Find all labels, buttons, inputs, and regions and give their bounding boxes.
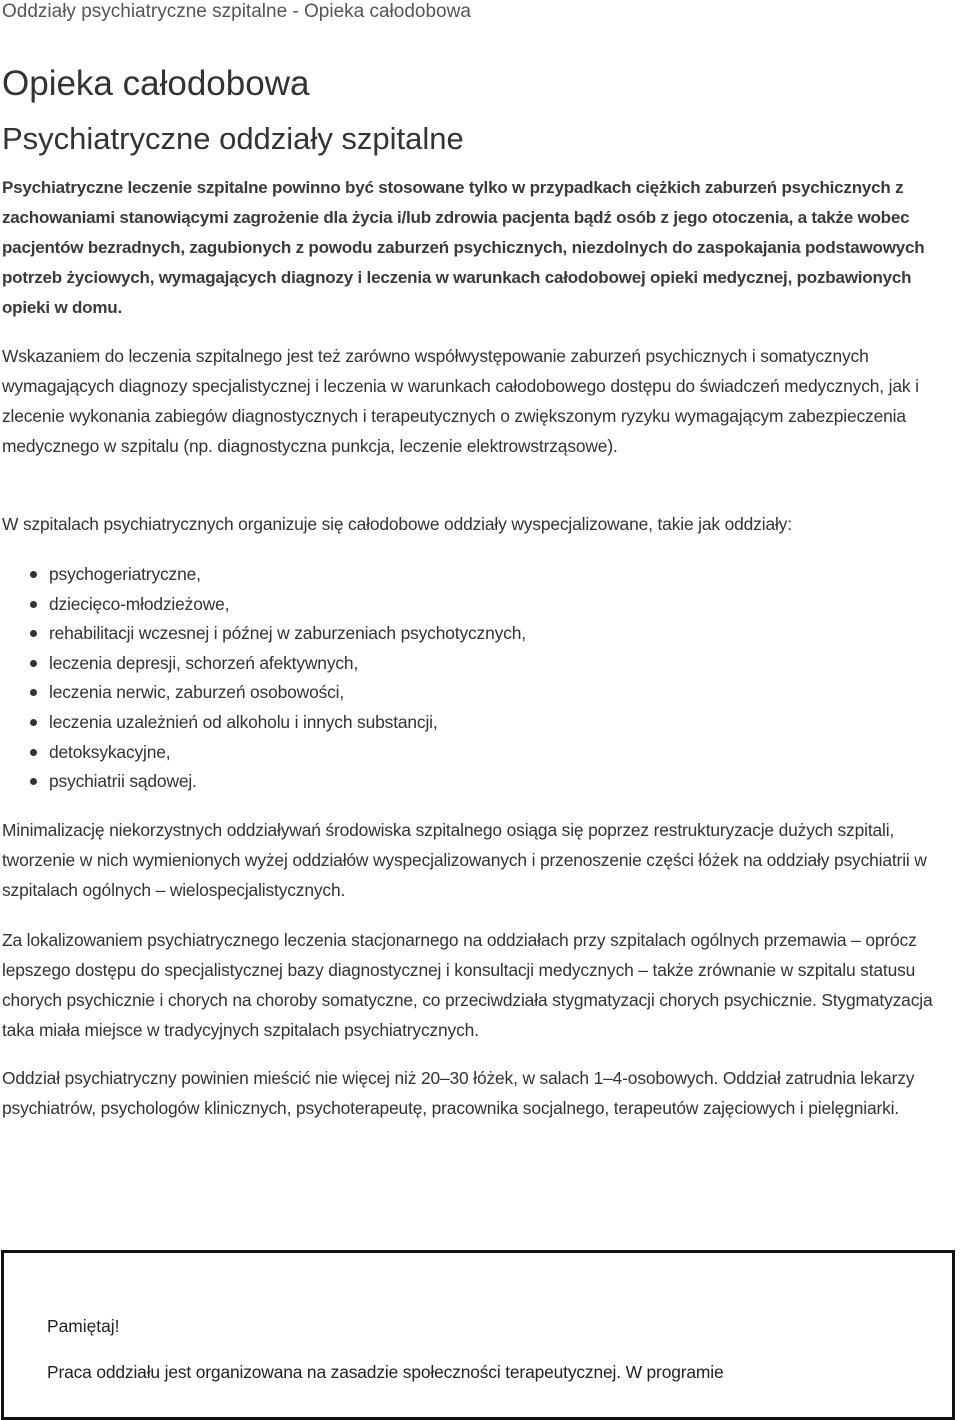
general-hospital-paragraph: Za lokalizowaniem psychiatrycznego leczenia stacjonarnego na oddziałach przy szpitalach ogólnych przemawia – oprócz lepszego dostępu do specjalistycznej bazy diagnostycznej i konsultacji medycznych – także zrównanie w szpitalu statusu chorych psychicznie i chorych na choroby somatyczne, co przeciwdziała stygmatyzacji chorych psychicznie. Stygmatyzacja taka miała miejsce w tradycyjnych szpitalach psychiatrycznych.: [2, 930, 933, 1040]
restructuring-paragraph: Minimalizację niekorzystnych oddziaływań środowiska szpitalnego osiąga się poprzez restrukturyzacje dużych szpitali, tworzenie w nich wymienionych wyżej oddziałów wyspecjalizowanych i przenoszenie części łóżek na oddziały psychiatrii w szpitalach ogólnych – wielospecjalistycznych.: [2, 820, 927, 900]
list-item-text: leczenia depresji, schorzeń afektywnych,: [49, 652, 359, 673]
list-item-text: dziecięco-młodzieżowe,: [49, 593, 230, 614]
list-item: [0, 737, 526, 767]
bullet-icon: [30, 689, 37, 696]
indications-paragraph: Wskazaniem do leczenia szpitalnego jest też zarówno współwystępowanie zaburzeń psychicznych i somatycznych wymagających diagnozy specjalistycznej i leczenia w warunkach całodobowego dostępu do świadczeń medycznych, jak i zlecenie wykonania zabiegów diagnostycznych i terapeutycznych o zwiększonym ryzyku wymagającym zabezpieczenia medycznego w szpitalu (np. diagnostyczna punkcja, leczenie elektrowstrząsowe).: [2, 346, 919, 456]
bullet-icon: [30, 719, 37, 726]
bullet-icon: [30, 601, 37, 608]
list-item-text: leczenia uzależnień od alkoholu i innych substancji,: [49, 711, 438, 732]
bullet-icon: [30, 660, 37, 667]
bullet-icon: [30, 630, 37, 637]
bullet-icon: [30, 749, 37, 756]
page-heading: Opieka całodobowa: [2, 64, 310, 103]
bullet-icon: [30, 778, 37, 785]
ward-list: [0, 559, 526, 796]
list-item: [0, 677, 526, 707]
page-subheading: Psychiatryczne oddziały szpitalne: [2, 121, 464, 156]
list-item-text: leczenia nerwic, zaburzeń osobowości,: [49, 682, 345, 703]
list-item-text: psychiatrii sądowej.: [49, 771, 197, 792]
list-item: [0, 618, 526, 648]
list-item: [0, 648, 526, 678]
ward-staffing-paragraph: Oddział psychiatryczny powinien mieścić nie więcej niż 20–30 łóżek, w salach 1–4-osobowych. Oddział zatrudnia lekarzy psychiatrów, psychologów klinicznych, psychoterapeutę, pracownika socjalnego, terapeutów zajęciowych i pielęgniarki.: [2, 1068, 915, 1118]
remember-note-box: [1, 1250, 955, 1420]
note-title: Pamiętaj!: [47, 1316, 120, 1336]
note-text: Praca oddziału jest organizowana na zasadzie społeczności terapeutycznej. W programie: [47, 1362, 724, 1382]
list-item-text: rehabilitacji wczesnej i późnej w zaburzeniach psychotycznych,: [49, 623, 526, 644]
list-item: [0, 589, 526, 619]
specialized-wards-intro: W szpitalach psychiatrycznych organizuje się całodobowe oddziały wyspecjalizowane, takie jak oddziały:: [2, 514, 792, 534]
intro-paragraph: Psychiatryczne leczenie szpitalne powinno być stosowane tylko w przypadkach ciężkich zaburzeń psychicznych z zachowaniami stanowiącymi zagrożenie dla życia i/lub zdrowia pacjenta bądź osób z jego otoczenia, a także wobec pacjentów bezradnych, zagubionych z powodu zaburzeń psychicznych, niezdolnych do zaspokajania podstawowych potrzeb życiowych, wymagających diagnozy i leczenia w warunkach całodobowej opieki medycznej, pozbawionych opieki w domu.: [2, 178, 925, 317]
list-item: [0, 766, 526, 796]
document-title: Oddziały psychiatryczne szpitalne - Opieka całodobowa: [2, 1, 471, 22]
list-item-text: psychogeriatryczne,: [49, 564, 201, 584]
list-item-text: detoksykacyjne,: [49, 741, 171, 762]
list-item: [0, 707, 526, 737]
bullet-icon: [30, 571, 37, 578]
list-item: [0, 559, 526, 589]
